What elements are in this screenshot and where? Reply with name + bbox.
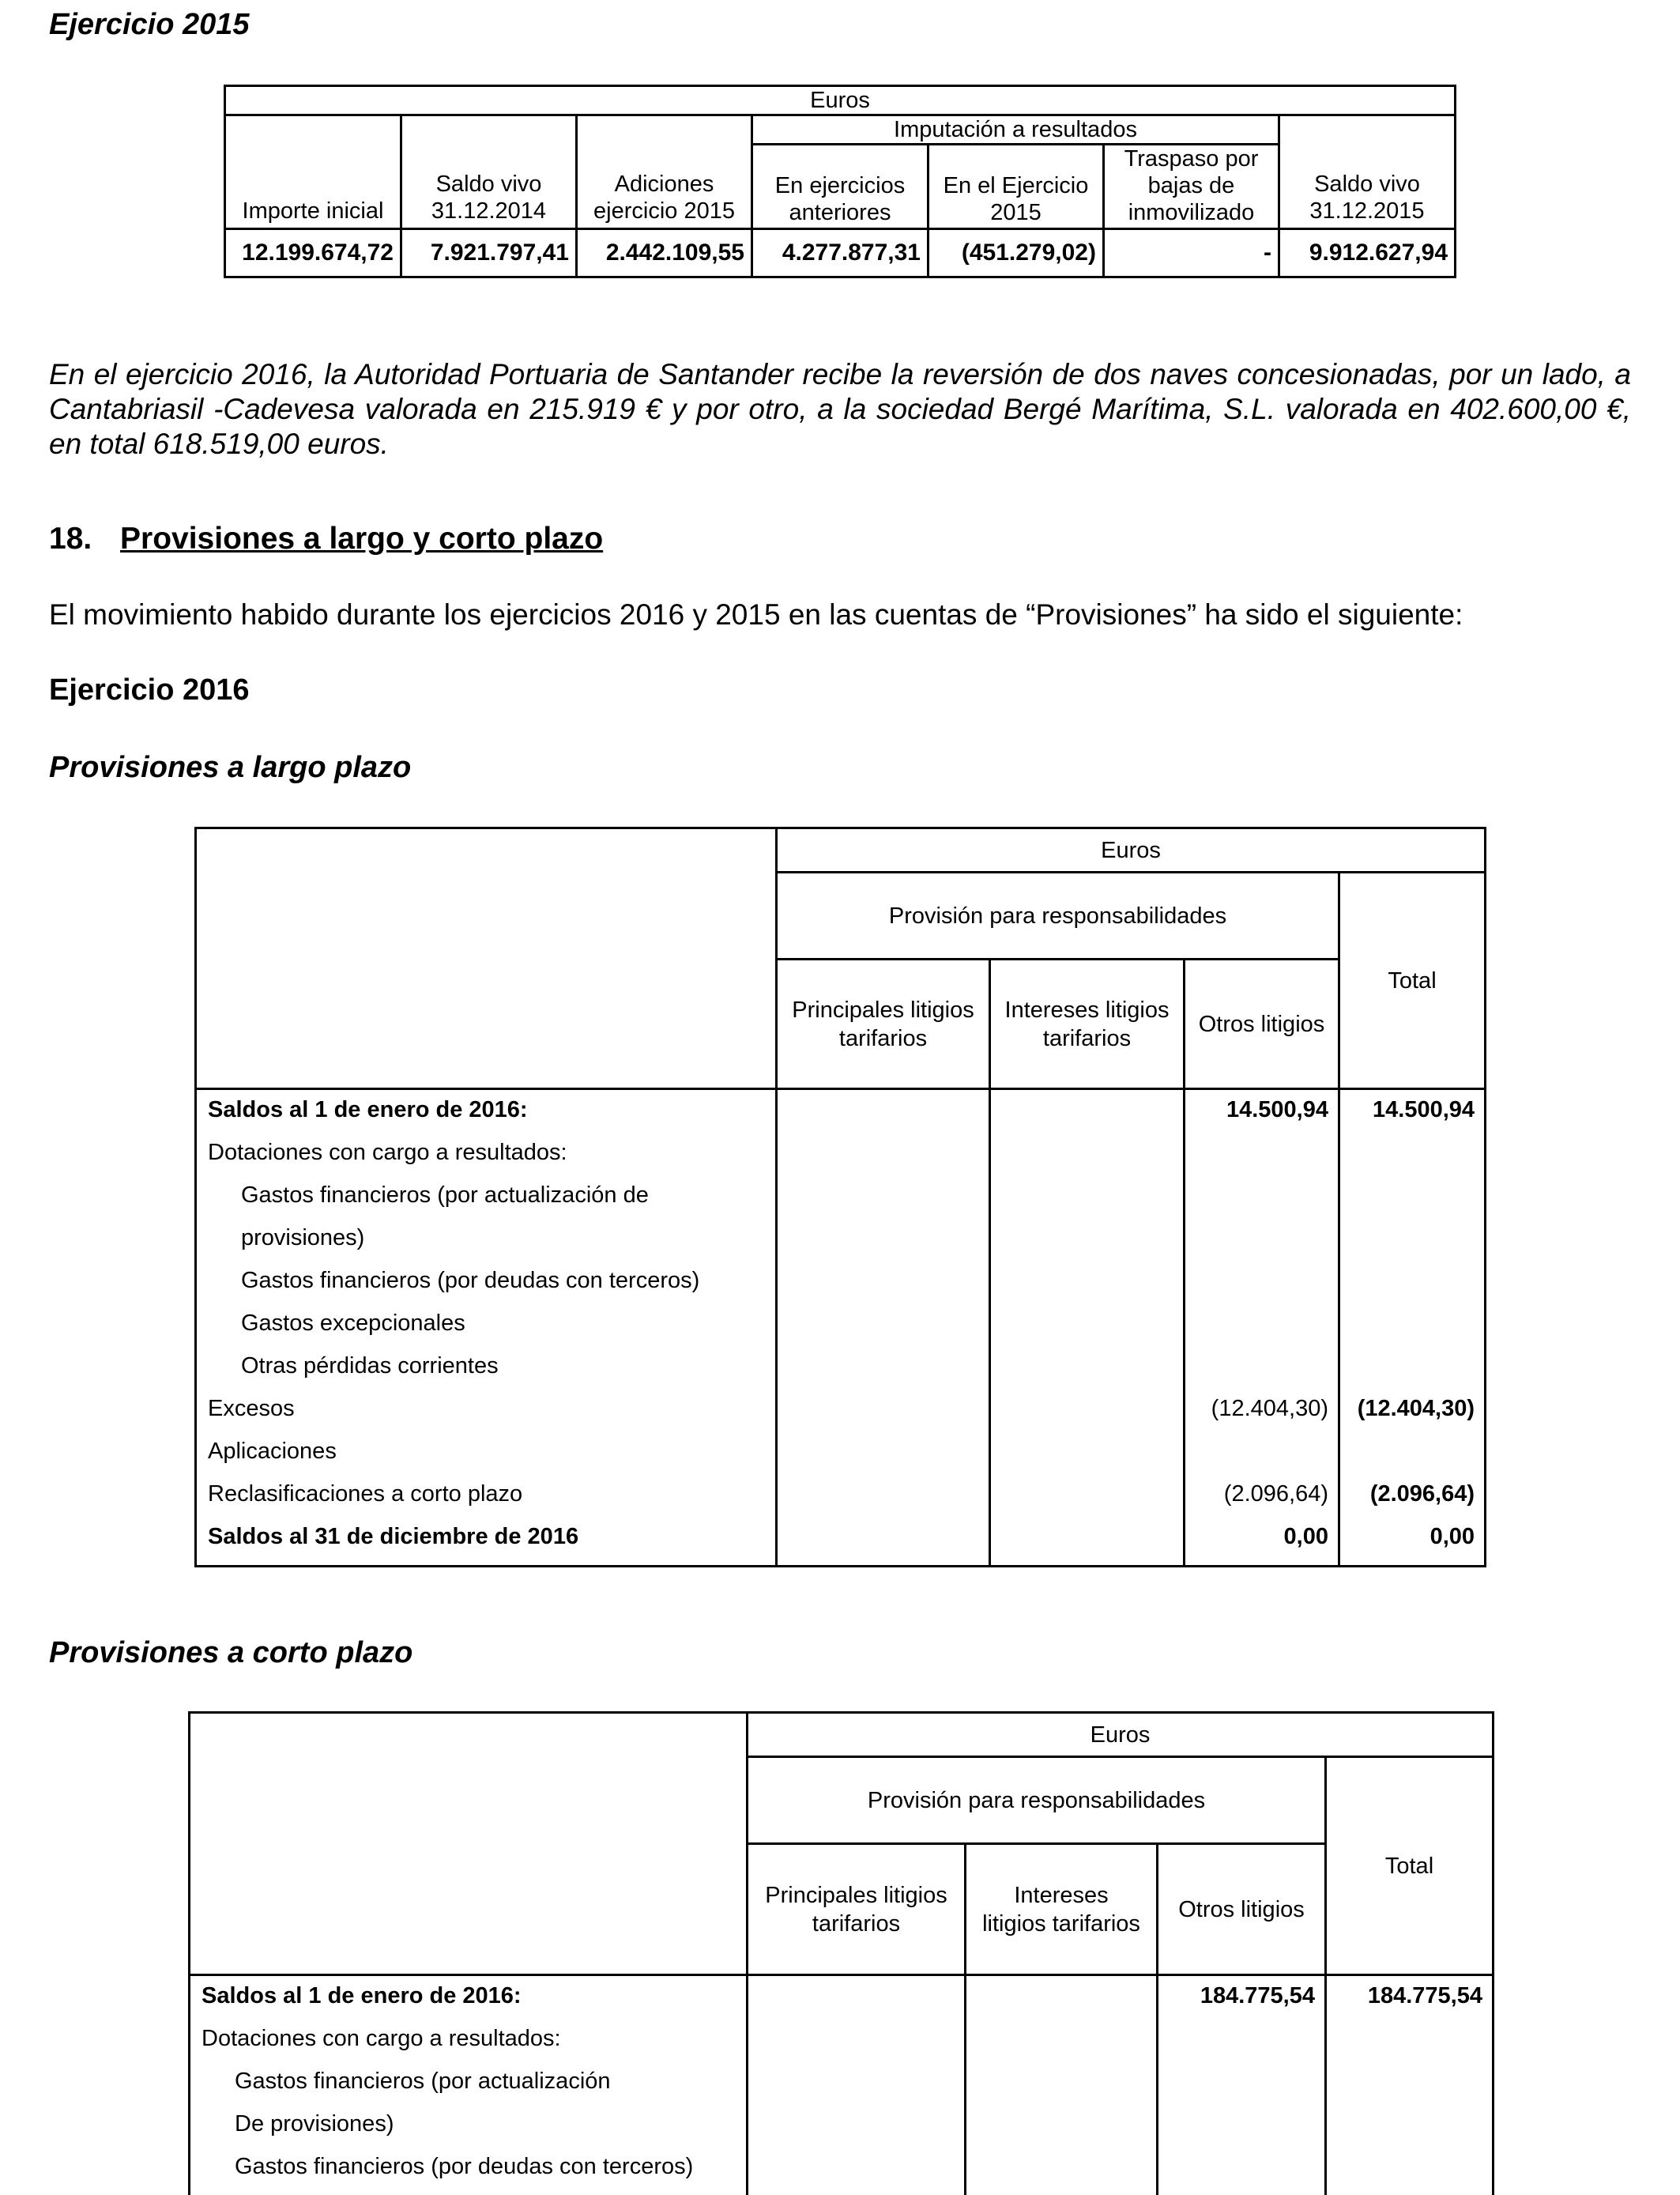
value-cell: 14.500,94	[1185, 1096, 1328, 1138]
cell-ejercicios-anteriores: 4.277.877,31	[752, 229, 929, 277]
header-traspaso: Traspaso por bajas de inmovilizado	[1104, 145, 1279, 229]
paragraph-reversion: En el ejercicio 2016, la Autoridad Portuaria de Santander recibe la reversión de dos naves concesionadas, por un lado, a Cantabriasil -Cadevesa valorada en 215.919 € y por otro, a la sociedad Bergé Marítima, S.L. valorada en 402.600,00 €, en total 618.519,00 euros.	[49, 357, 1631, 462]
header-importe-inicial: Importe inicial	[225, 115, 401, 229]
header-adiciones: Adiciones ejercicio 2015	[577, 115, 752, 229]
value-cell	[1340, 1181, 1475, 1224]
header-otros: Otros litigios	[1158, 1844, 1326, 1975]
value-cell	[1158, 2110, 1315, 2152]
value-cell	[1340, 1309, 1475, 1352]
row-label: Gastos financieros (por deudas con terceros)	[208, 1266, 775, 1309]
header-saldo-vivo-2014: Saldo vivo 31.12.2014	[401, 115, 577, 229]
cell-saldo-2014: 7.921.797,41	[401, 229, 577, 277]
value-cell: (2.096,64)	[1185, 1480, 1328, 1522]
row-labels	[196, 1089, 777, 1567]
row-label: provisiones)	[208, 1224, 775, 1266]
cell-en-el-ejercicio: (451.279,02)	[929, 229, 1104, 277]
col-principales-values	[748, 1975, 966, 2195]
header-principales: Principales litigios tarifarios	[777, 960, 990, 1089]
header-total: Total	[1326, 1757, 1494, 1975]
value-cell	[1327, 2067, 1482, 2110]
heading-largo-plazo: Provisiones a largo plazo	[49, 751, 411, 785]
value-cell	[1185, 1309, 1328, 1352]
row-label: Reclasificaciones a corto plazo	[208, 1480, 775, 1522]
row-label: Gastos financieros (por actualización de	[208, 1181, 775, 1224]
value-cell	[1327, 2110, 1482, 2152]
col-total-values	[1339, 1089, 1486, 1567]
section-number: 18.	[49, 522, 92, 556]
value-cell	[1185, 1352, 1328, 1394]
row-label: Saldos al 31 de diciembre de 2016	[208, 1522, 775, 1565]
value-cell	[1158, 2067, 1315, 2110]
value-cell	[1340, 1266, 1475, 1309]
value-cell	[1185, 1181, 1328, 1224]
value-cell	[1185, 1266, 1328, 1309]
header-saldo-vivo-2015: Saldo vivo 31.12.2015	[1279, 115, 1456, 229]
row-label: Aplicaciones	[208, 1437, 775, 1480]
table-provisiones-corto-plazo	[188, 1711, 1494, 2195]
header-euros: Euros	[777, 828, 1486, 873]
value-cell	[1185, 1437, 1328, 1480]
header-provision: Provisión para responsabilidades	[748, 1757, 1326, 1844]
value-cell	[1158, 2152, 1315, 2195]
cell-traspaso: -	[1104, 229, 1279, 277]
value-cell: (12.404,30)	[1185, 1394, 1328, 1437]
header-imputacion: Imputación a resultados	[752, 115, 1279, 145]
cell-saldo-2015: 9.912.627,94	[1279, 229, 1456, 277]
value-cell	[1327, 2024, 1482, 2067]
value-cell	[1185, 1224, 1328, 1266]
header-total: Total	[1339, 873, 1486, 1089]
value-cell: 14.500,94	[1340, 1096, 1475, 1138]
header-principales: Principales litigios tarifarios	[748, 1844, 966, 1975]
row-label: Excesos	[208, 1394, 775, 1437]
row-label: Dotaciones con cargo a resultados:	[208, 1138, 775, 1181]
header-euros: Euros	[748, 1713, 1494, 1757]
value-cell	[1340, 1352, 1475, 1394]
value-cell: (12.404,30)	[1340, 1394, 1475, 1437]
header-euros: Euros	[225, 86, 1456, 115]
row-label: Saldos al 1 de enero de 2016:	[208, 1096, 775, 1138]
row-label: Otras pérdidas corrientes	[208, 1352, 775, 1394]
col-otros-values	[1185, 1089, 1339, 1567]
table-provisiones-largo-plazo	[194, 827, 1486, 1567]
heading-ejercicio-2016: Ejercicio 2016	[49, 673, 250, 707]
table-ejercicio-2015	[224, 85, 1456, 278]
cell-adiciones: 2.442.109,55	[577, 229, 752, 277]
row-label: Gastos financieros (por actualización	[202, 2067, 746, 2110]
col-intereses-values	[966, 1975, 1158, 2195]
section-intro: El movimiento habido durante los ejercicios 2016 y 2015 en las cuentas de “Provisiones” ha sido el siguiente:	[49, 598, 1463, 632]
header-provision: Provisión para responsabilidades	[777, 873, 1339, 960]
header-ejercicios-anteriores: En ejercicios anteriores	[752, 145, 929, 229]
value-cell: 0,00	[1340, 1522, 1475, 1565]
value-cell	[1340, 1437, 1475, 1480]
value-cell: 0,00	[1185, 1522, 1328, 1565]
row-label: Gastos financieros (por deudas con terceros)	[202, 2152, 746, 2195]
heading-ejercicio-2015: Ejercicio 2015	[49, 8, 250, 42]
section-title: Provisiones a largo y corto plazo	[120, 522, 603, 556]
value-cell: 184.775,54	[1327, 1982, 1482, 2024]
col-principales-values	[777, 1089, 990, 1567]
value-cell: (2.096,64)	[1340, 1480, 1475, 1522]
value-cell	[1340, 1224, 1475, 1266]
value-cell: 184.775,54	[1158, 1982, 1315, 2024]
heading-corto-plazo: Provisiones a corto plazo	[49, 1636, 412, 1670]
header-en-el-ejercicio: En el Ejercicio 2015	[929, 145, 1104, 229]
header-blank	[190, 1713, 748, 1975]
cell-importe-inicial: 12.199.674,72	[225, 229, 401, 277]
col-total-values	[1326, 1975, 1494, 2195]
value-cell	[1327, 2152, 1482, 2195]
row-label: Gastos excepcionales	[208, 1309, 775, 1352]
header-intereses: Intereses litigios tarifarios	[966, 1844, 1158, 1975]
row-labels	[190, 1975, 748, 2195]
header-blank	[196, 828, 777, 1089]
header-intereses: Intereses litigios tarifarios	[990, 960, 1185, 1089]
value-cell	[1340, 1138, 1475, 1181]
row-label: De provisiones)	[202, 2110, 746, 2152]
value-cell	[1158, 2024, 1315, 2067]
row-label: Dotaciones con cargo a resultados:	[202, 2024, 746, 2067]
row-label: Saldos al 1 de enero de 2016:	[202, 1982, 746, 2024]
col-otros-values	[1158, 1975, 1326, 2195]
value-cell	[1185, 1138, 1328, 1181]
col-intereses-values	[990, 1089, 1185, 1567]
header-otros: Otros litigios	[1185, 960, 1339, 1089]
